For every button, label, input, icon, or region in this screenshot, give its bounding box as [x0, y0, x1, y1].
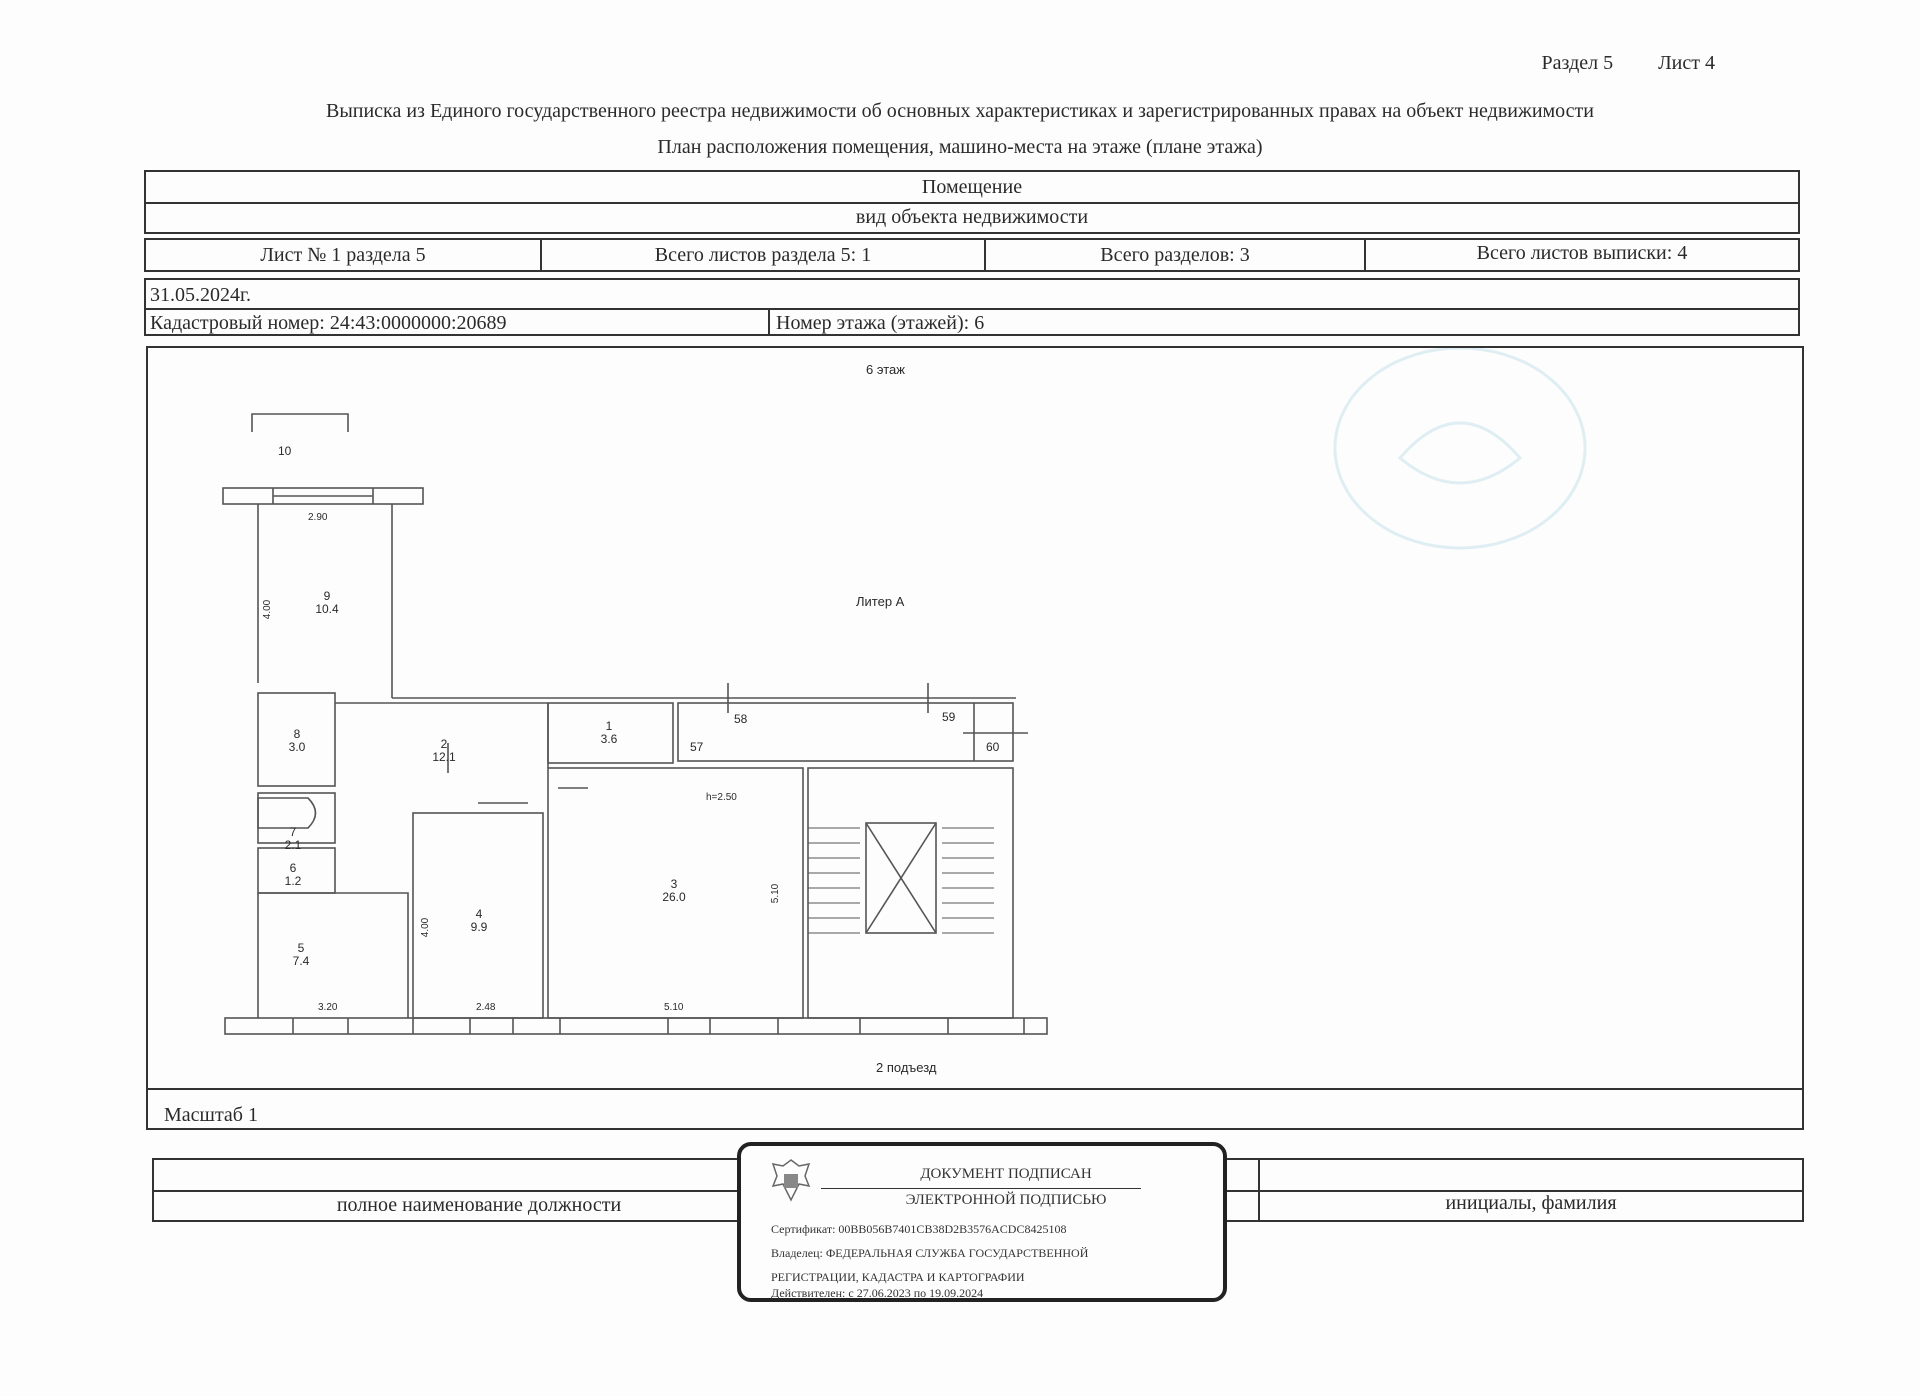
sheet-label: Лист 4: [1658, 52, 1715, 74]
name-label: инициалы, фамилия: [1445, 1192, 1617, 1214]
floor-label: 6 этаж: [866, 362, 905, 377]
dim-label: 2.48: [476, 1002, 496, 1013]
mark-58: 58: [734, 712, 748, 726]
cadastral-number: Кадастровый номер: 24:43:0000000:20689: [150, 312, 507, 334]
total-section-sheets: Всего листов раздела 5: 1: [654, 244, 872, 266]
certificate-owner-1: Владелец: ФЕДЕРАЛЬНАЯ СЛУЖБА ГОСУДАРСТВЕННОЙ: [771, 1246, 1089, 1260]
floor-plan-drawing: [148, 348, 1802, 1086]
mark-59: 59: [942, 710, 956, 724]
section-label: Раздел 5: [1541, 52, 1614, 74]
certificate-owner-2: РЕГИСТРАЦИИ, КАДАСТРА И КАРТОГРАФИИ: [771, 1270, 1025, 1284]
room-7: 7 2.1: [284, 825, 302, 852]
document-subtitle: План расположения помещения, машино-места на этаже (плане этажа): [657, 136, 1263, 158]
sheets-row: [144, 238, 1800, 272]
info-box: [144, 278, 1800, 336]
document-title: Выписка из Единого государственного реестра недвижимости об основных характеристиках и зарегистрированных правах на объект недвижимости: [325, 100, 1594, 122]
position-label: полное наименование должности: [336, 1194, 622, 1216]
room-6: 6 1.2: [284, 861, 302, 888]
room-4: 4 9.9: [470, 907, 488, 934]
room-9: 9 10.4: [315, 589, 339, 616]
liter-label: Литер А: [856, 594, 905, 609]
room-8: 8 3.0: [288, 727, 306, 754]
dim-label: 3.20: [318, 1002, 338, 1013]
dim-label: 4.00: [262, 599, 274, 620]
signed-line-2: ЭЛЕКТРОННОЙ ПОДПИСЬЮ: [905, 1192, 1107, 1208]
object-name: Помещение: [921, 176, 1023, 198]
e-signature-stamp: [737, 1142, 1227, 1302]
room-3: 3 26.0: [662, 877, 686, 904]
sheet-of-section: Лист № 1 раздела 5: [260, 244, 426, 266]
sheet-header: [1502, 52, 1715, 75]
ceiling-height: h=2.50: [706, 792, 737, 803]
room-1: 1 3.6: [600, 719, 618, 746]
object-kind: вид объекта недвижимости: [855, 206, 1089, 228]
emblem-icon: [769, 1156, 813, 1206]
mark-57: 57: [690, 740, 704, 754]
object-box: [144, 170, 1800, 234]
certificate-validity: Действителен: с 27.06.2023 по 19.09.2024: [771, 1286, 984, 1300]
floor-number: Номер этажа (этажей): 6: [776, 312, 985, 334]
total-extract-sheets: Всего листов выписки: 4: [1476, 242, 1688, 264]
signed-line-1: ДОКУМЕНТ ПОДПИСАН: [920, 1166, 1092, 1182]
dim-label: 5.10: [664, 1002, 684, 1013]
room-2: 2 12.1: [432, 737, 456, 764]
certificate-number: Сертификат: 00BB056B7401CB38D2B3576ACDC8425108: [771, 1222, 1067, 1236]
dim-label: 5.10: [770, 883, 782, 904]
floor-plan-box: [146, 346, 1804, 1130]
scale-label: Масштаб 1: [164, 1104, 258, 1126]
entrance-label: 2 подъезд: [876, 1060, 937, 1075]
total-sections: Всего разделов: 3: [1100, 244, 1250, 266]
dim-label: 4.00: [420, 917, 432, 938]
mark-60: 60: [986, 740, 1000, 754]
room-10: 10: [278, 444, 292, 458]
room-5: 5 7.4: [292, 941, 310, 968]
extract-date: 31.05.2024г.: [150, 284, 251, 306]
dim-label: 2.90: [308, 512, 328, 523]
